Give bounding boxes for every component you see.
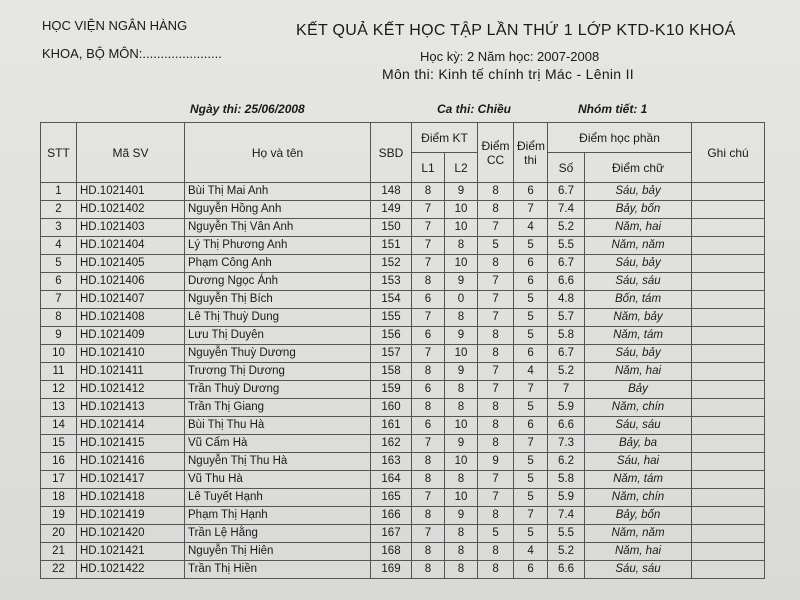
table-row [41,237,765,255]
student-name-cell: Bùi Thị Thu Hà [185,417,371,435]
note-cell [692,489,765,507]
score-cc-cell: 7 [478,219,514,237]
exam-session: Ca thi: Chiều [437,102,511,116]
institution-name: HỌC VIỆN NGÂN HÀNG [42,18,188,33]
note-cell [692,327,765,345]
stt-cell: 11 [41,363,77,381]
score-cc-cell: 8 [478,327,514,345]
score-l1-cell: 8 [412,561,445,579]
table-row [41,363,765,381]
final-score-words-cell: Sáu, bảy [585,183,692,201]
stt-cell: 12 [41,381,77,399]
student-id-cell: HD.1021416 [77,453,185,471]
header-so: Số [548,153,585,183]
student-name-cell: Nguyễn Thị Vân Anh [185,219,371,237]
candidate-number-cell: 151 [371,237,412,255]
final-score-words-cell: Sáu, bảy [585,345,692,363]
student-id-cell: HD.1021415 [77,435,185,453]
table-row [41,489,765,507]
score-l2-cell: 10 [445,255,478,273]
table-row [41,453,765,471]
candidate-number-cell: 163 [371,453,412,471]
final-score-number-cell: 6.7 [548,183,585,201]
final-score-words-cell: Sáu, sáu [585,561,692,579]
student-name-cell: Trần Thị Giang [185,399,371,417]
score-l1-cell: 7 [412,489,445,507]
candidate-number-cell: 154 [371,291,412,309]
student-name-cell: Trương Thị Dương [185,363,371,381]
semester-info: Học kỳ: 2 Năm học: 2007-2008 [420,49,600,64]
document-title: KẾT QUẢ KẾT HỌC TẬP LẦN THỨ 1 LỚP KTD-K10 KHOÁ [296,22,736,39]
final-score-number-cell: 5.5 [548,525,585,543]
grades-table [40,122,765,579]
candidate-number-cell: 167 [371,525,412,543]
score-l1-cell: 6 [412,291,445,309]
score-l1-cell: 7 [412,309,445,327]
score-exam-cell: 7 [514,381,548,399]
note-cell [692,381,765,399]
score-cc-cell: 8 [478,507,514,525]
score-cc-cell: 7 [478,291,514,309]
student-id-cell: HD.1021406 [77,273,185,291]
note-cell [692,201,765,219]
final-score-words-cell: Năm, hai [585,543,692,561]
subject-info: Môn thi: Kinh tế chính trị Mác - Lênin II [382,66,634,82]
stt-cell: 9 [41,327,77,345]
header-stt: STT [41,123,77,183]
note-cell [692,525,765,543]
score-l2-cell: 8 [445,309,478,327]
table-row [41,327,765,345]
note-cell [692,543,765,561]
candidate-number-cell: 168 [371,543,412,561]
final-score-words-cell: Sáu, bảy [585,255,692,273]
final-score-words-cell: Sáu, sáu [585,417,692,435]
candidate-number-cell: 157 [371,345,412,363]
stt-cell: 19 [41,507,77,525]
stt-cell: 10 [41,345,77,363]
note-cell [692,183,765,201]
score-exam-cell: 4 [514,219,548,237]
score-exam-cell: 5 [514,291,548,309]
candidate-number-cell: 153 [371,273,412,291]
final-score-words-cell: Sáu, sáu [585,273,692,291]
final-score-number-cell: 4.8 [548,291,585,309]
score-exam-cell: 5 [514,471,548,489]
header-l1: L1 [412,153,445,183]
final-score-words-cell: Năm, bảy [585,309,692,327]
header-diem-chu: Điểm chữ [585,153,692,183]
student-name-cell: Trần Thuỳ Dương [185,381,371,399]
student-id-cell: HD.1021414 [77,417,185,435]
score-l1-cell: 7 [412,201,445,219]
score-l2-cell: 10 [445,417,478,435]
score-exam-cell: 6 [514,255,548,273]
candidate-number-cell: 158 [371,363,412,381]
note-cell [692,363,765,381]
score-l1-cell: 8 [412,471,445,489]
student-name-cell: Nguyễn Thị Hiên [185,543,371,561]
score-cc-cell: 5 [478,525,514,543]
final-score-number-cell: 6.7 [548,255,585,273]
score-l2-cell: 8 [445,381,478,399]
student-id-cell: HD.1021405 [77,255,185,273]
final-score-words-cell: Bảy, ba [585,435,692,453]
score-l2-cell: 9 [445,273,478,291]
candidate-number-cell: 161 [371,417,412,435]
student-name-cell: Dương Ngọc Ánh [185,273,371,291]
header-l2: L2 [445,153,478,183]
student-name-cell: Bùi Thị Mai Anh [185,183,371,201]
score-l2-cell: 9 [445,183,478,201]
student-id-cell: HD.1021411 [77,363,185,381]
table-row [41,399,765,417]
score-l1-cell: 7 [412,219,445,237]
stt-cell: 2 [41,201,77,219]
score-exam-cell: 6 [514,345,548,363]
score-cc-cell: 8 [478,417,514,435]
student-name-cell: Trần Thị Hiền [185,561,371,579]
student-id-cell: HD.1021404 [77,237,185,255]
table-row [41,183,765,201]
note-cell [692,453,765,471]
table-row [41,201,765,219]
final-score-number-cell: 5.5 [548,237,585,255]
candidate-number-cell: 159 [371,381,412,399]
header-diem-hoc-phan: Điểm học phần [548,123,692,153]
score-l1-cell: 7 [412,435,445,453]
table-row [41,435,765,453]
header-diem-kt: Điểm KT [412,123,478,153]
note-cell [692,471,765,489]
final-score-number-cell: 5.9 [548,489,585,507]
score-l1-cell: 8 [412,363,445,381]
score-l1-cell: 8 [412,453,445,471]
student-name-cell: Nguyễn Hồng Anh [185,201,371,219]
score-exam-cell: 5 [514,237,548,255]
note-cell [692,417,765,435]
student-id-cell: HD.1021403 [77,219,185,237]
final-score-words-cell: Năm, chín [585,489,692,507]
header-ma-sv: Mã SV [77,123,185,183]
score-l2-cell: 10 [445,489,478,507]
score-exam-cell: 6 [514,183,548,201]
header-sbd: SBD [371,123,412,183]
student-id-cell: HD.1021412 [77,381,185,399]
candidate-number-cell: 165 [371,489,412,507]
score-l2-cell: 10 [445,345,478,363]
candidate-number-cell: 160 [371,399,412,417]
stt-cell: 22 [41,561,77,579]
final-score-words-cell: Năm, năm [585,525,692,543]
table-row [41,417,765,435]
header-ho-ten: Họ và tên [185,123,371,183]
student-name-cell: Phạm Công Anh [185,255,371,273]
candidate-number-cell: 149 [371,201,412,219]
student-id-cell: HD.1021410 [77,345,185,363]
score-exam-cell: 6 [514,273,548,291]
score-l2-cell: 8 [445,543,478,561]
final-score-number-cell: 6.6 [548,417,585,435]
candidate-number-cell: 166 [371,507,412,525]
final-score-words-cell: Sáu, hai [585,453,692,471]
table-row [41,471,765,489]
note-cell [692,561,765,579]
class-group: Nhóm tiết: 1 [578,102,648,116]
score-exam-cell: 5 [514,453,548,471]
student-name-cell: Vũ Thu Hà [185,471,371,489]
student-name-cell: Nguyễn Thị Thu Hà [185,453,371,471]
final-score-words-cell: Năm, tám [585,327,692,345]
student-id-cell: HD.1021407 [77,291,185,309]
stt-cell: 18 [41,489,77,507]
note-cell [692,399,765,417]
note-cell [692,255,765,273]
score-l2-cell: 9 [445,507,478,525]
score-l2-cell: 8 [445,471,478,489]
final-score-number-cell: 5.9 [548,399,585,417]
student-name-cell: Nguyễn Thị Bích [185,291,371,309]
note-cell [692,507,765,525]
student-id-cell: HD.1021417 [77,471,185,489]
candidate-number-cell: 169 [371,561,412,579]
final-score-number-cell: 5.2 [548,219,585,237]
table-row [41,507,765,525]
department-label: KHOA, BỘ MÔN:...................... [42,46,222,61]
student-id-cell: HD.1021421 [77,543,185,561]
student-id-cell: HD.1021409 [77,327,185,345]
score-l1-cell: 8 [412,543,445,561]
score-l2-cell: 8 [445,525,478,543]
final-score-number-cell: 5.2 [548,543,585,561]
score-cc-cell: 8 [478,543,514,561]
score-exam-cell: 5 [514,309,548,327]
stt-cell: 3 [41,219,77,237]
final-score-words-cell: Bảy [585,381,692,399]
final-score-words-cell: Năm, năm [585,237,692,255]
score-cc-cell: 8 [478,201,514,219]
student-name-cell: Nguyễn Thuỳ Dương [185,345,371,363]
score-cc-cell: 7 [478,471,514,489]
student-id-cell: HD.1021419 [77,507,185,525]
header-diem-thi: Điểm thi [514,123,548,183]
candidate-number-cell: 152 [371,255,412,273]
score-l1-cell: 7 [412,345,445,363]
score-exam-cell: 4 [514,363,548,381]
score-l2-cell: 10 [445,453,478,471]
final-score-words-cell: Năm, chín [585,399,692,417]
score-l2-cell: 9 [445,435,478,453]
score-l1-cell: 6 [412,417,445,435]
final-score-words-cell: Bảy, bốn [585,507,692,525]
student-id-cell: HD.1021413 [77,399,185,417]
table-row [41,525,765,543]
final-score-number-cell: 5.8 [548,471,585,489]
score-l2-cell: 0 [445,291,478,309]
score-cc-cell: 7 [478,309,514,327]
student-id-cell: HD.1021418 [77,489,185,507]
candidate-number-cell: 156 [371,327,412,345]
score-l2-cell: 9 [445,327,478,345]
stt-cell: 16 [41,453,77,471]
score-l2-cell: 9 [445,363,478,381]
stt-cell: 13 [41,399,77,417]
final-score-words-cell: Bốn, tám [585,291,692,309]
final-score-number-cell: 6.6 [548,561,585,579]
stt-cell: 15 [41,435,77,453]
stt-cell: 7 [41,291,77,309]
score-l1-cell: 8 [412,183,445,201]
final-score-number-cell: 5.7 [548,309,585,327]
student-id-cell: HD.1021422 [77,561,185,579]
final-score-number-cell: 5.8 [548,327,585,345]
score-l1-cell: 7 [412,237,445,255]
student-name-cell: Lý Thị Phương Anh [185,237,371,255]
score-l1-cell: 6 [412,327,445,345]
stt-cell: 6 [41,273,77,291]
score-exam-cell: 5 [514,525,548,543]
note-cell [692,273,765,291]
note-cell [692,219,765,237]
score-cc-cell: 7 [478,363,514,381]
stt-cell: 21 [41,543,77,561]
score-l2-cell: 8 [445,561,478,579]
candidate-number-cell: 150 [371,219,412,237]
candidate-number-cell: 155 [371,309,412,327]
score-l1-cell: 8 [412,399,445,417]
note-cell [692,309,765,327]
student-name-cell: Trần Lệ Hằng [185,525,371,543]
student-id-cell: HD.1021401 [77,183,185,201]
student-name-cell: Lê Tuyết Hạnh [185,489,371,507]
student-name-cell: Lê Thị Thuỳ Dung [185,309,371,327]
table-row [41,381,765,399]
score-l2-cell: 8 [445,399,478,417]
score-exam-cell: 7 [514,201,548,219]
student-name-cell: Vũ Cẩm Hà [185,435,371,453]
table-row [41,561,765,579]
score-exam-cell: 7 [514,507,548,525]
score-exam-cell: 4 [514,543,548,561]
score-cc-cell: 8 [478,399,514,417]
final-score-number-cell: 6.6 [548,273,585,291]
score-l2-cell: 10 [445,201,478,219]
score-exam-cell: 5 [514,327,548,345]
header-ghi-chu: Ghi chú [692,123,765,183]
note-cell [692,291,765,309]
table-row [41,291,765,309]
score-exam-cell: 6 [514,561,548,579]
final-score-number-cell: 5.2 [548,363,585,381]
candidate-number-cell: 148 [371,183,412,201]
stt-cell: 5 [41,255,77,273]
header-diem-cc: Điểm CC [478,123,514,183]
final-score-words-cell: Bảy, bốn [585,201,692,219]
note-cell [692,345,765,363]
score-cc-cell: 7 [478,381,514,399]
score-cc-cell: 8 [478,561,514,579]
score-l1-cell: 7 [412,525,445,543]
student-name-cell: Phạm Thị Hạnh [185,507,371,525]
candidate-number-cell: 164 [371,471,412,489]
final-score-number-cell: 7.4 [548,201,585,219]
final-score-number-cell: 6.2 [548,453,585,471]
score-cc-cell: 7 [478,489,514,507]
candidate-number-cell: 162 [371,435,412,453]
score-l1-cell: 8 [412,507,445,525]
score-l1-cell: 7 [412,255,445,273]
final-score-words-cell: Năm, tám [585,471,692,489]
table-row [41,345,765,363]
final-score-words-cell: Năm, hai [585,363,692,381]
score-exam-cell: 7 [514,435,548,453]
score-exam-cell: 5 [514,489,548,507]
final-score-number-cell: 6.7 [548,345,585,363]
score-exam-cell: 6 [514,417,548,435]
stt-cell: 4 [41,237,77,255]
student-name-cell: Lưu Thị Duyên [185,327,371,345]
table-row [41,219,765,237]
grades-table-body [41,183,765,579]
note-cell [692,435,765,453]
final-score-number-cell: 7.3 [548,435,585,453]
score-l1-cell: 6 [412,381,445,399]
score-l2-cell: 10 [445,219,478,237]
stt-cell: 8 [41,309,77,327]
stt-cell: 17 [41,471,77,489]
score-cc-cell: 8 [478,435,514,453]
table-row [41,309,765,327]
student-id-cell: HD.1021420 [77,525,185,543]
student-id-cell: HD.1021408 [77,309,185,327]
score-cc-cell: 8 [478,183,514,201]
student-id-cell: HD.1021402 [77,201,185,219]
final-score-number-cell: 7 [548,381,585,399]
final-score-number-cell: 7.4 [548,507,585,525]
note-cell [692,237,765,255]
final-score-words-cell: Năm, hai [585,219,692,237]
exam-date: Ngày thi: 25/06/2008 [190,102,305,116]
score-cc-cell: 5 [478,237,514,255]
stt-cell: 14 [41,417,77,435]
score-cc-cell: 8 [478,345,514,363]
stt-cell: 20 [41,525,77,543]
score-cc-cell: 9 [478,453,514,471]
stt-cell: 1 [41,183,77,201]
score-l1-cell: 8 [412,273,445,291]
table-row [41,543,765,561]
table-row [41,255,765,273]
score-cc-cell: 7 [478,273,514,291]
score-l2-cell: 8 [445,237,478,255]
table-row [41,273,765,291]
score-exam-cell: 5 [514,399,548,417]
score-cc-cell: 8 [478,255,514,273]
